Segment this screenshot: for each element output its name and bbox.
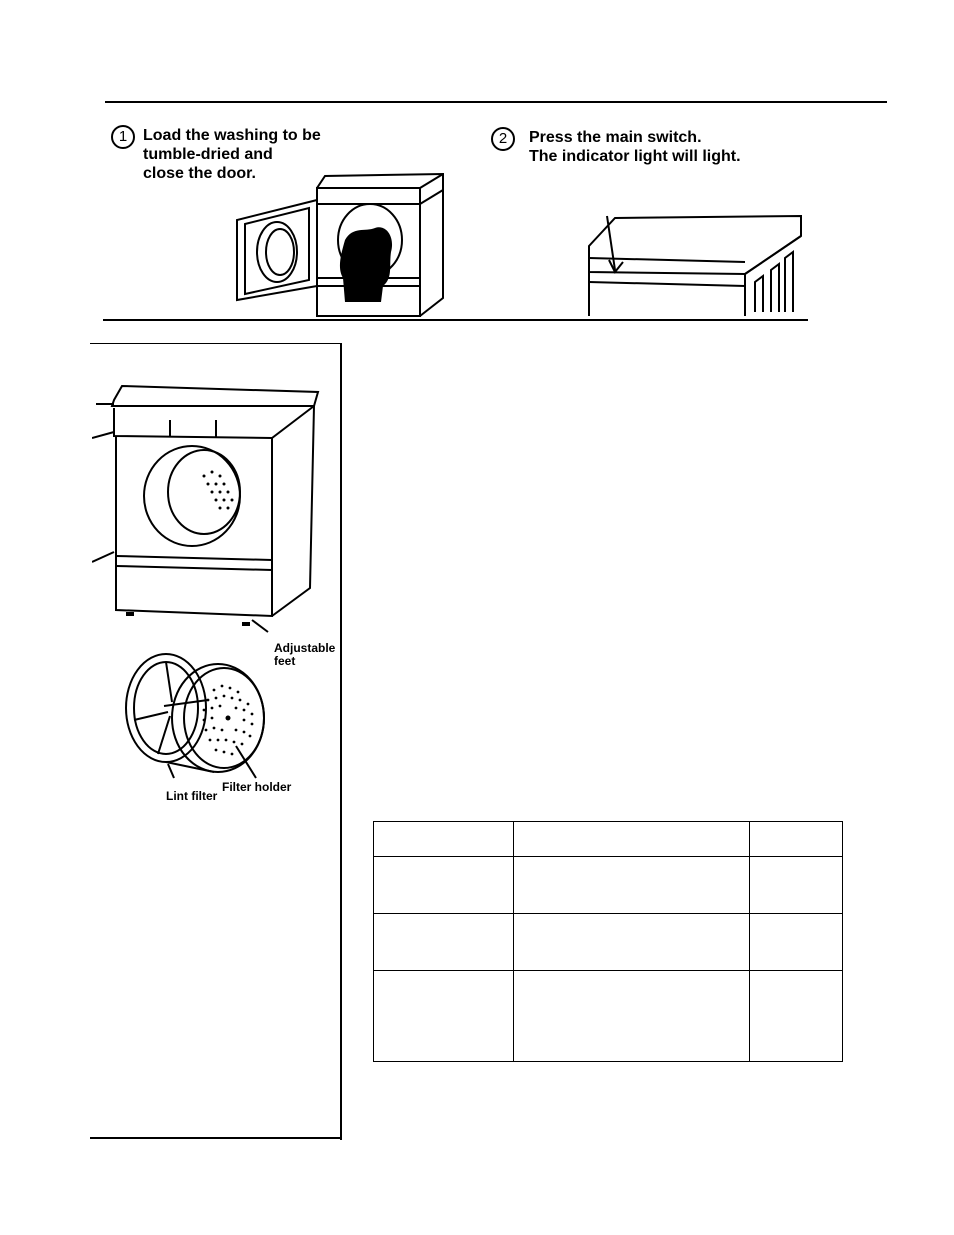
lint-filter-illustration (118, 646, 278, 786)
table-cell (374, 822, 514, 857)
table-cell (513, 857, 749, 914)
table-cell (374, 914, 514, 971)
dryer-front-illustration (92, 380, 332, 640)
table-row (374, 822, 843, 857)
left-panel-top-rule (90, 343, 342, 344)
table-cell (513, 914, 749, 971)
adjustable-feet-label: Adjustable feet (274, 641, 336, 668)
step-2-text: Press the main switch. The indicator light will light. (529, 129, 741, 165)
table-row (374, 857, 843, 914)
table-row (374, 971, 843, 1062)
table-cell (750, 914, 843, 971)
left-panel-right-rule (340, 343, 342, 1140)
settings-table (373, 821, 843, 1062)
main-switch-illustration (585, 212, 810, 320)
table-cell (750, 971, 843, 1062)
table-cell (750, 822, 843, 857)
top-rule (105, 101, 887, 103)
table-cell (374, 857, 514, 914)
table-cell (750, 857, 843, 914)
step-1-number: 1 (111, 125, 135, 149)
step-1-text: Load the washing to be tumble-dried and close the door. (143, 127, 321, 182)
table-cell (513, 971, 749, 1062)
dryer-loading-illustration (225, 168, 450, 320)
table-cell (513, 822, 749, 857)
lint-filter-label: Lint filter (166, 789, 218, 803)
table-cell (374, 971, 514, 1062)
left-panel-bottom-rule (90, 1137, 342, 1139)
filter-holder-label: Filter holder (222, 780, 292, 794)
table-row (374, 914, 843, 971)
step-2-number: 2 (491, 127, 515, 151)
